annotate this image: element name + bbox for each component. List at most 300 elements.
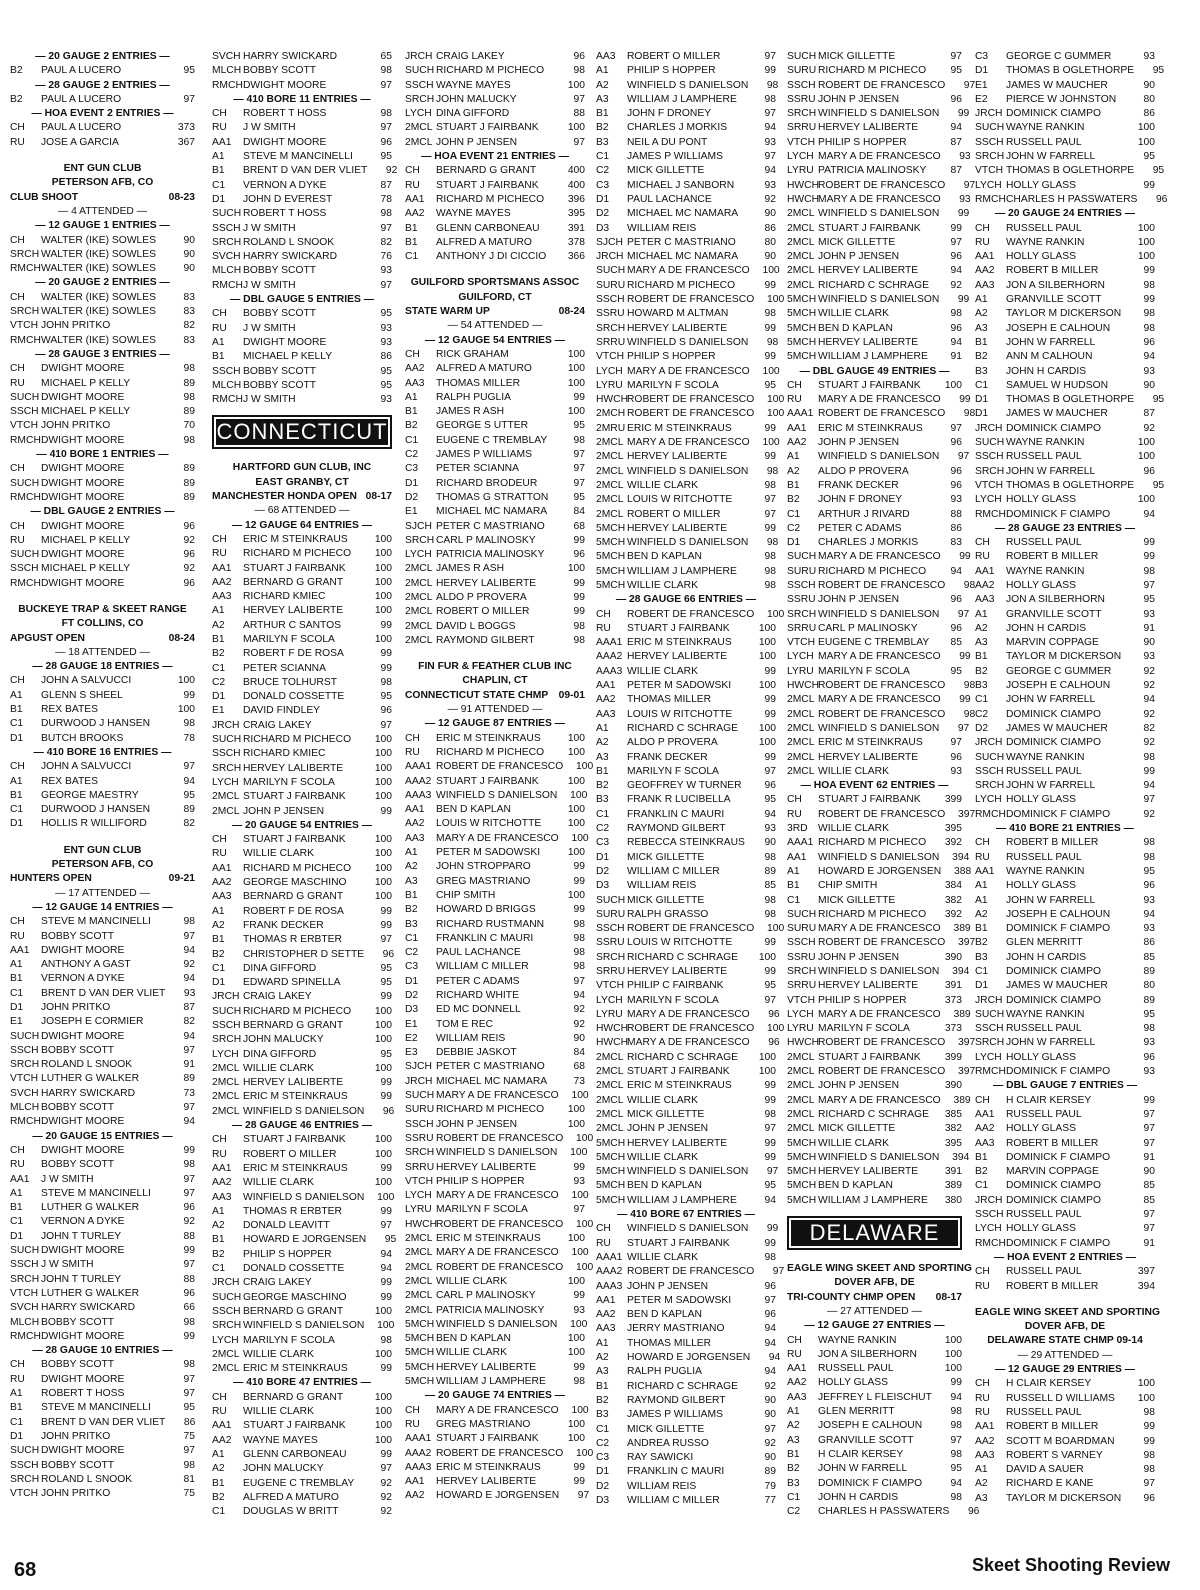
result-row bbox=[405, 1018, 585, 1032]
score: 93 bbox=[1143, 608, 1155, 620]
event-class: VTCH bbox=[975, 479, 1004, 491]
event-class: SSCH bbox=[10, 406, 39, 418]
event-class: D1 bbox=[975, 394, 989, 406]
event-header: — DBL GAUGE 2 ENTRIES — bbox=[30, 506, 175, 518]
event-class: AA1 bbox=[975, 1108, 995, 1120]
result-row bbox=[212, 762, 392, 776]
score: 86 bbox=[183, 1416, 196, 1428]
event-class: LYCH bbox=[975, 1051, 1002, 1063]
result-row bbox=[405, 903, 585, 917]
score: 100 bbox=[567, 1275, 585, 1287]
score: 100 bbox=[374, 762, 392, 774]
event-class: SSCH bbox=[212, 222, 241, 234]
event-class: B1 bbox=[212, 1234, 225, 1246]
result-row bbox=[212, 1033, 392, 1047]
result-row bbox=[787, 479, 962, 493]
shooter-name: JAMES W MAUCHER bbox=[1006, 79, 1108, 91]
result-row bbox=[212, 604, 392, 618]
shooter-name: STUART J FAIRBANK bbox=[243, 834, 346, 846]
score: 94 bbox=[950, 265, 962, 277]
result-row bbox=[405, 1475, 585, 1489]
score: 93 bbox=[183, 987, 196, 999]
score: 97 bbox=[183, 1388, 195, 1400]
result-row bbox=[212, 365, 392, 379]
score: 394 bbox=[952, 1151, 970, 1163]
score: 97 bbox=[1143, 1137, 1155, 1149]
score: 91 bbox=[1143, 622, 1155, 634]
shooter-name: HARRY SWICKARD bbox=[41, 1302, 136, 1314]
score: 83 bbox=[183, 334, 195, 346]
result-row bbox=[787, 793, 962, 807]
score: 98 bbox=[1143, 1406, 1155, 1418]
shooter-name: BOBBY SCOTT bbox=[243, 365, 317, 377]
score: 90 bbox=[764, 251, 776, 263]
result-row bbox=[10, 1144, 195, 1158]
score: 85 bbox=[1143, 1194, 1155, 1206]
shooter-name: WILLIE CLARK bbox=[627, 1251, 698, 1263]
score: 90 bbox=[573, 1032, 585, 1044]
score: 88 bbox=[183, 1230, 195, 1242]
result-row bbox=[975, 808, 1155, 822]
event-class: D1 bbox=[212, 193, 226, 205]
result-row bbox=[975, 1051, 1155, 1065]
shooter-name: MICHAEL P KELLY bbox=[41, 534, 131, 546]
score: 97 bbox=[183, 1173, 195, 1185]
event-class: SSCH bbox=[596, 923, 625, 935]
shooter-name: WILLIAM C MILLER bbox=[627, 865, 720, 877]
event-class: MLCH bbox=[10, 1316, 40, 1328]
score: 100 bbox=[567, 406, 585, 418]
shooter-name: RUSSELL PAUL bbox=[1006, 451, 1082, 463]
shooter-name: PAUL A LUCERO bbox=[41, 122, 122, 134]
shooter-name: RUSSELL PAUL bbox=[1006, 222, 1082, 234]
score: 68 bbox=[573, 1061, 585, 1073]
score: 96 bbox=[183, 549, 195, 561]
shoot-name: CLUB SHOOT bbox=[10, 191, 79, 203]
result-row bbox=[10, 717, 195, 731]
shooter-name: ROBERT T HOSS bbox=[243, 208, 327, 220]
score: 394 bbox=[952, 851, 970, 863]
score: 399 bbox=[944, 1051, 962, 1063]
result-row bbox=[787, 1036, 976, 1050]
result-row bbox=[787, 179, 976, 193]
shooter-name: RICHARD C SCHRAGE bbox=[627, 1380, 738, 1392]
event-class: B1 bbox=[405, 406, 418, 418]
result-row bbox=[596, 222, 776, 236]
score: 100 bbox=[374, 734, 392, 746]
event-class: CH bbox=[212, 308, 227, 320]
event-class: B2 bbox=[10, 65, 23, 77]
result-row bbox=[405, 1146, 588, 1160]
result-row bbox=[212, 776, 392, 790]
event-class: D1 bbox=[975, 408, 989, 420]
event-class: LYCH bbox=[787, 1008, 814, 1020]
shooter-name: HERVEY LALIBERTE bbox=[627, 651, 728, 663]
event-class: AA1 bbox=[787, 422, 807, 434]
result-row bbox=[975, 1435, 1155, 1449]
result-row bbox=[787, 93, 962, 107]
result-row bbox=[405, 775, 585, 789]
score: 92 bbox=[1143, 422, 1155, 434]
result-row bbox=[975, 1222, 1155, 1236]
score: 98 bbox=[764, 479, 776, 491]
result-row bbox=[596, 64, 776, 78]
result-row bbox=[787, 264, 962, 278]
score: 99 bbox=[573, 606, 585, 618]
event-class: 5MCH bbox=[787, 351, 817, 363]
result-row bbox=[212, 1419, 392, 1433]
score: 89 bbox=[183, 406, 195, 418]
score: 100 bbox=[576, 1261, 594, 1273]
result-row bbox=[975, 708, 1155, 722]
score: 99 bbox=[959, 651, 971, 663]
event-class: RU bbox=[10, 136, 25, 148]
result-row bbox=[975, 636, 1155, 650]
event-class: D2 bbox=[596, 1480, 610, 1492]
score: 89 bbox=[183, 1073, 195, 1085]
score: 100 bbox=[374, 834, 392, 846]
score: 99 bbox=[950, 1377, 962, 1389]
result-row bbox=[212, 619, 392, 633]
shooter-name: THOMAS B OGLETHORPE bbox=[1006, 65, 1135, 77]
score: 97 bbox=[764, 508, 776, 520]
shooter-name: RICHARD C SCHRAGE bbox=[818, 279, 929, 291]
result-row bbox=[405, 222, 585, 236]
event-class: SSCH bbox=[975, 765, 1004, 777]
event-class: HWCH bbox=[787, 1037, 820, 1049]
score: 96 bbox=[1143, 1492, 1155, 1504]
result-row bbox=[975, 536, 1155, 550]
result-row bbox=[596, 550, 776, 564]
score: 73 bbox=[183, 1087, 195, 1099]
result-row bbox=[212, 1162, 392, 1176]
shooter-name: HOLLY GLASS bbox=[1006, 579, 1077, 591]
result-row bbox=[212, 136, 392, 150]
shooter-name: J W SMITH bbox=[243, 222, 296, 234]
shooter-name: RUSSELL PAUL bbox=[1006, 1108, 1082, 1120]
shooter-name: WINFIELD S DANIELSON bbox=[436, 789, 558, 801]
event-class: SRCH bbox=[975, 465, 1005, 477]
result-row bbox=[10, 1101, 195, 1115]
shooter-name: ROBERT DE FRANCESCO bbox=[436, 1218, 564, 1230]
shooter-name: EUGENE C TREMBLAY bbox=[243, 1477, 355, 1489]
event-class: B2 bbox=[596, 780, 609, 792]
result-row bbox=[10, 972, 195, 986]
event-class: C2 bbox=[787, 522, 801, 534]
score: 97 bbox=[380, 1463, 392, 1475]
shooter-name: PIERCE W JOHNSTON bbox=[1006, 93, 1117, 105]
club-location: EAST GRANBY, CT bbox=[255, 476, 349, 488]
result-row bbox=[10, 1201, 195, 1215]
shooter-name: ROBERT B MILLER bbox=[1006, 551, 1099, 563]
score: 99 bbox=[1143, 537, 1155, 549]
shooter-name: BERNARD G GRANT bbox=[243, 1020, 344, 1031]
event-class: E1 bbox=[975, 79, 988, 91]
shooter-name: ROBERT DE FRANCESCO bbox=[818, 1037, 946, 1049]
result-row bbox=[405, 520, 585, 534]
event-class: JRCH bbox=[212, 991, 240, 1003]
event-class: C2 bbox=[405, 947, 419, 959]
score: 92 bbox=[573, 1004, 585, 1016]
score: 82 bbox=[1143, 722, 1155, 734]
score: 94 bbox=[1143, 694, 1155, 706]
event-class: SSCH bbox=[10, 1259, 39, 1271]
event-class: 5MCH bbox=[405, 1333, 435, 1345]
shooter-name: JAMES W MAUCHER bbox=[1006, 722, 1108, 734]
result-row bbox=[596, 879, 776, 893]
score: 99 bbox=[573, 861, 585, 873]
result-row bbox=[10, 1215, 195, 1229]
event-class: 2MRU bbox=[596, 422, 626, 434]
result-row bbox=[596, 765, 776, 779]
score: 96 bbox=[950, 594, 962, 606]
result-row bbox=[975, 1463, 1155, 1477]
shooter-name: WILLIAM REIS bbox=[436, 1032, 506, 1044]
result-row bbox=[212, 193, 392, 207]
score: 99 bbox=[959, 551, 971, 563]
event-class: D3 bbox=[596, 1494, 610, 1506]
event-class: D1 bbox=[975, 980, 989, 992]
result-row bbox=[596, 1137, 776, 1151]
shooter-name: PHILIP S HOPPER bbox=[627, 65, 716, 77]
result-row bbox=[212, 1462, 392, 1476]
score: 400 bbox=[567, 179, 585, 191]
event-class: RMCH bbox=[975, 808, 1006, 820]
result-row bbox=[212, 676, 392, 690]
event-class: 3RD bbox=[787, 823, 808, 835]
event-class: 2MCL bbox=[787, 694, 815, 706]
score: 100 bbox=[576, 1132, 594, 1144]
score: 94 bbox=[950, 565, 962, 577]
shooter-name: MICK GILLETTE bbox=[627, 894, 705, 906]
result-row bbox=[212, 833, 392, 847]
shooter-name: ERIC M STEINKRAUS bbox=[627, 422, 732, 434]
shooter-name: RICHARD M PICHECO bbox=[818, 65, 927, 77]
event-class: CH bbox=[10, 122, 25, 134]
event-header: — HOA EVENT 2 ENTRIES — bbox=[993, 1251, 1137, 1263]
shooter-name: J W SMITH bbox=[243, 279, 296, 291]
shooter-name: PETER C ADAMS bbox=[436, 975, 520, 987]
result-row bbox=[596, 779, 776, 793]
shooter-name: THOMAS B OGLETHORPE bbox=[1006, 394, 1135, 406]
shooter-name: STUART J FAIRBANK bbox=[243, 791, 346, 803]
shooter-name: BOBBY SCOTT bbox=[41, 1159, 115, 1171]
event-class: RMCH bbox=[10, 263, 41, 275]
shooter-name: JOHN W FARRELL bbox=[1006, 780, 1096, 792]
event-class: AA3 bbox=[596, 1323, 616, 1335]
result-row bbox=[405, 1246, 589, 1260]
result-row bbox=[596, 1022, 785, 1036]
result-row bbox=[212, 1291, 392, 1305]
event-class: VTCH bbox=[10, 320, 39, 332]
result-row bbox=[10, 136, 195, 150]
shooter-name: WINFIELD S DANIELSON bbox=[818, 108, 940, 120]
score: 99 bbox=[380, 1205, 392, 1217]
event-class: RMCH bbox=[975, 1066, 1006, 1078]
event-class: 2MCL bbox=[787, 737, 815, 749]
result-row bbox=[212, 1391, 392, 1405]
shooter-name: MICK GILLETTE bbox=[818, 894, 896, 906]
shooter-name: MARILYN F SCOLA bbox=[243, 776, 335, 788]
event-class: 5MCH bbox=[596, 1194, 626, 1206]
event-class: AA3 bbox=[596, 708, 616, 720]
result-row bbox=[596, 751, 776, 765]
shooter-name: WILLIAM REIS bbox=[627, 880, 697, 892]
event-class: D2 bbox=[405, 990, 419, 1001]
club-name: FIN FUR & FEATHER CLUB INC bbox=[418, 661, 572, 673]
shooter-name: BOBBY SCOTT bbox=[243, 308, 317, 320]
event-class: SUCH bbox=[975, 437, 1005, 449]
result-row bbox=[787, 1022, 962, 1036]
event-class: VTCH bbox=[10, 1073, 39, 1085]
result-row bbox=[975, 951, 1155, 965]
score: 99 bbox=[1143, 1421, 1155, 1433]
result-row bbox=[10, 462, 195, 476]
score: 99 bbox=[764, 351, 776, 363]
shooter-name: JOHN P JENSEN bbox=[818, 93, 900, 105]
event-class: A3 bbox=[975, 322, 988, 334]
score: 99 bbox=[764, 451, 776, 463]
event-class: A2 bbox=[212, 1220, 225, 1232]
event-class: C1 bbox=[212, 1263, 226, 1275]
club-location: FT COLLINS, CO bbox=[61, 618, 144, 630]
score: 95 bbox=[950, 65, 962, 77]
score: 99 bbox=[959, 394, 971, 406]
result-row bbox=[10, 562, 195, 576]
event-class: 2MCL bbox=[212, 1062, 240, 1074]
shooter-name: ANN M CALHOUN bbox=[1006, 351, 1093, 363]
shooter-name: ROBERT DE FRANCESCO bbox=[436, 761, 564, 773]
event-class: JRCH bbox=[212, 1277, 240, 1289]
shooter-name: DOMINICK F CIAMPO bbox=[818, 1477, 923, 1489]
shooter-name: PATRICIA MALINOSKY bbox=[436, 549, 545, 561]
shooter-name: ROBERT DE FRANCESCO bbox=[818, 1066, 946, 1078]
result-row bbox=[787, 107, 970, 121]
result-row bbox=[787, 565, 962, 579]
score: 100 bbox=[571, 1090, 589, 1102]
shooter-name: HERVEY LALIBERTE bbox=[436, 577, 537, 589]
shooter-name: PETER SCIANNA bbox=[243, 662, 326, 674]
event-class: CH bbox=[596, 1223, 611, 1235]
score: 100 bbox=[758, 1066, 776, 1078]
event-class: SSCH bbox=[405, 1118, 434, 1130]
score: 380 bbox=[944, 1194, 962, 1206]
event-class: SUCH bbox=[405, 65, 435, 77]
event-class: 2MCL bbox=[596, 1051, 624, 1063]
event-class: C3 bbox=[596, 837, 610, 849]
event-class: RU bbox=[405, 746, 420, 758]
shooter-name: WILLIE CLARK bbox=[818, 823, 889, 835]
score: 94 bbox=[764, 165, 776, 177]
shooter-name: HOLLY GLASS bbox=[1006, 251, 1077, 263]
shooter-name: MICHAEL P KELLY bbox=[41, 563, 131, 575]
event-class: 5MCH bbox=[787, 308, 817, 320]
score: 98 bbox=[764, 579, 776, 591]
score: 95 bbox=[183, 789, 195, 801]
score: 100 bbox=[567, 1333, 585, 1345]
result-row bbox=[975, 665, 1155, 679]
shooter-name: GRANVILLE SCOTT bbox=[818, 1434, 914, 1446]
event-class: RMCH bbox=[212, 394, 243, 406]
shooter-name: DWIGHT MOORE bbox=[41, 1245, 125, 1257]
result-row bbox=[405, 434, 585, 448]
results-column-4 bbox=[596, 50, 785, 1508]
event-class: CH bbox=[975, 1094, 990, 1106]
result-row bbox=[596, 407, 785, 421]
result-row bbox=[596, 264, 780, 278]
score: 100 bbox=[944, 1334, 962, 1346]
result-row bbox=[975, 1208, 1155, 1222]
shooter-name: STUART J FAIRBANK bbox=[818, 379, 921, 391]
score: 100 bbox=[374, 1434, 392, 1446]
shooter-name: JOHN P JENSEN bbox=[818, 437, 900, 449]
score: 76 bbox=[380, 251, 392, 263]
event-class: 2MCH bbox=[596, 408, 626, 420]
event-class: D1 bbox=[10, 1230, 24, 1242]
score: 99 bbox=[959, 694, 971, 706]
shooter-name: ROBERT DE FRANCESCO bbox=[627, 294, 755, 306]
score: 100 bbox=[374, 591, 392, 603]
result-row bbox=[975, 922, 1155, 936]
shooter-name: WILLIAM J LAMPHERE bbox=[818, 1194, 928, 1206]
score: 98 bbox=[950, 1491, 962, 1503]
score: 100 bbox=[1137, 136, 1155, 148]
shooter-name: WINFIELD S DANIELSON bbox=[627, 79, 749, 91]
score: 95 bbox=[380, 365, 392, 377]
event-class: CH bbox=[10, 363, 25, 375]
shooter-name: PETER C MASTRIANO bbox=[627, 236, 736, 248]
result-row bbox=[405, 448, 585, 462]
result-row bbox=[596, 679, 776, 693]
event-class: VTCH bbox=[10, 1287, 39, 1299]
score: 97 bbox=[380, 279, 392, 291]
shooter-name: DWIGHT MOORE bbox=[243, 336, 327, 348]
result-row bbox=[596, 1337, 776, 1351]
result-row bbox=[596, 450, 776, 464]
result-row bbox=[596, 307, 776, 321]
result-row bbox=[10, 1158, 195, 1172]
event-class: LYCH bbox=[787, 651, 814, 663]
shooter-name: DONALD COSSETTE bbox=[243, 691, 345, 703]
event-class: 2MCL bbox=[596, 465, 624, 477]
shooter-name: WINFIELD S DANIELSON bbox=[627, 465, 749, 477]
score: 98 bbox=[950, 1420, 962, 1432]
event-class: D1 bbox=[405, 477, 419, 489]
result-row bbox=[975, 608, 1155, 622]
result-row bbox=[212, 690, 392, 704]
result-row bbox=[975, 150, 1155, 164]
event-class: B1 bbox=[212, 351, 225, 363]
event-class: SSRU bbox=[787, 594, 816, 606]
shooter-name: MARILYN F SCOLA bbox=[627, 379, 719, 391]
score: 96 bbox=[764, 780, 776, 792]
result-row bbox=[10, 1044, 195, 1058]
shooter-name: CHRISTOPHER D SETTE bbox=[243, 948, 365, 960]
result-row bbox=[787, 665, 962, 679]
shooter-name: WAYNE RANKIN bbox=[1006, 1008, 1085, 1020]
result-row bbox=[596, 1451, 776, 1465]
score: 92 bbox=[1143, 708, 1155, 720]
event-class: SURU bbox=[596, 908, 626, 920]
score: 100 bbox=[374, 605, 392, 617]
event-class: AA2 bbox=[596, 694, 616, 706]
event-class: B3 bbox=[596, 794, 609, 806]
result-row bbox=[212, 1477, 392, 1491]
result-row bbox=[405, 1060, 585, 1074]
event-class: B2 bbox=[787, 1463, 800, 1475]
shooter-name: REX BATES bbox=[41, 775, 99, 787]
score: 98 bbox=[573, 961, 585, 973]
